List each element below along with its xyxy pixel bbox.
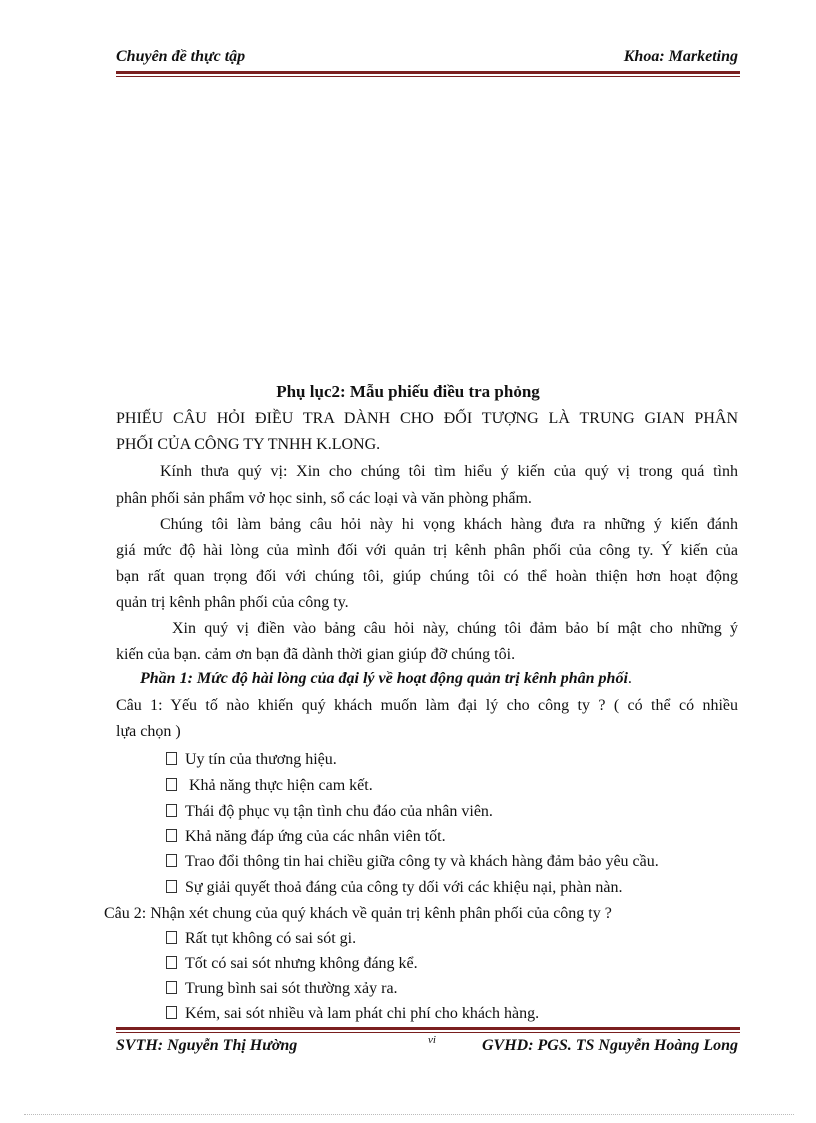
checkbox-icon[interactable] — [166, 854, 177, 867]
q2-option-label: Tốt có sai sót nhưng không đáng kể. — [185, 955, 418, 972]
q2-option[interactable] — [166, 1005, 539, 1023]
q1-option-label: Uy tín của thương hiệu. — [185, 751, 337, 768]
q1-option-label: Thái độ phục vụ tận tình chu đáo của nhân viên. — [185, 803, 493, 820]
page-number: vi — [428, 1034, 436, 1046]
q2-option-label: Trung bình sai sót thường xảy ra. — [185, 980, 398, 997]
paragraph-2-line3: bạn rất quan trọng đối với chúng tôi, giúp chúng tôi có thể hoàn thiện hơn hoạt động — [116, 568, 738, 585]
section-1-heading-end: . — [627, 670, 632, 687]
q1-option-label: Sự giải quyết thoả đáng của công ty dối với các khiệu nại, phàn nàn. — [185, 879, 623, 896]
checkbox-icon[interactable] — [166, 956, 177, 969]
checkbox-icon[interactable] — [166, 981, 177, 994]
paragraph-3-line2: kiến của bạn. cảm ơn bạn đã dành thời gian giúp đỡ chúng tôi. — [116, 646, 516, 663]
survey-heading-line1: PHIẾU CÂU HỎI ĐIỀU TRA DÀNH CHO ĐỐI TƯỢNG LÀ TRUNG GIAN PHÂN — [116, 410, 738, 427]
question-2-line1: Câu 2: Nhận xét chung của quý khách về quản trị kênh phân phối của công ty ? — [104, 905, 612, 922]
header-left: Chuyên đề thực tập — [116, 48, 246, 65]
q2-option[interactable] — [166, 930, 356, 948]
section-1-heading-text: Phần 1: Mức độ hài lòng của đại lý về hoạt động quản trị kênh phân phối — [140, 670, 628, 687]
page-edge-divider — [24, 1114, 794, 1115]
footer-rule-thick — [116, 1027, 740, 1030]
header-rule-thick — [116, 71, 740, 74]
checkbox-icon[interactable] — [166, 804, 177, 817]
paragraph-1-line1: Kính thưa quý vị: Xin cho chúng tôi tìm hiểu ý kiến của quý vị trong quá tình — [160, 463, 738, 480]
q1-option[interactable] — [166, 828, 446, 846]
q1-option[interactable] — [166, 777, 373, 795]
footer-left: SVTH: Nguyễn Thị Hường — [116, 1037, 298, 1054]
paragraph-1-line2: phân phối sản phẩm vở học sinh, sổ các loại và văn phòng phẩm. — [116, 490, 532, 507]
page-header — [116, 48, 738, 70]
header-right: Khoa: Marketing — [623, 48, 738, 65]
paragraph-2-line2: giá mức độ hài lòng của mình đối với quản trị kênh phân phối của công ty. Ý kiến của — [116, 542, 738, 559]
footer-right: GVHD: PGS. TS Nguyễn Hoàng Long — [481, 1037, 738, 1054]
q2-option-label: Rất tụt không có sai sót gi. — [185, 930, 357, 947]
checkbox-icon[interactable] — [166, 931, 177, 944]
q2-option-label: Kém, sai sót nhiều và lam phát chi phí cho khách hàng. — [185, 1005, 540, 1022]
section-1-heading — [140, 670, 632, 688]
q2-option[interactable] — [166, 980, 398, 998]
q1-option-label: Khả năng đáp ứng của các nhân viên tốt. — [185, 828, 446, 845]
q1-option[interactable] — [166, 879, 622, 897]
question-1-line1: Câu 1: Yếu tố nào khiến quý khách muốn làm đại lý cho công ty ? ( có thể có nhiều — [116, 697, 738, 714]
q2-option[interactable] — [166, 955, 418, 973]
q1-option[interactable] — [166, 803, 493, 821]
checkbox-icon[interactable] — [166, 1006, 177, 1019]
question-1-line2: lựa chọn ) — [116, 723, 181, 740]
q1-option[interactable] — [166, 853, 659, 871]
checkbox-icon[interactable] — [166, 752, 177, 765]
checkbox-icon[interactable] — [166, 829, 177, 842]
q1-option-label: Trao đổi thông tin hai chiều giữa công ty và khách hàng đảm bảo yêu cầu. — [185, 853, 659, 870]
q1-option[interactable] — [166, 751, 337, 769]
paragraph-2-line1: Chúng tôi làm bảng câu hỏi này hi vọng khách hàng đưa ra những ý kiến đánh — [160, 516, 738, 533]
page-footer — [116, 1037, 738, 1059]
page-title: Phụ lục2: Mẫu phiếu điều tra phỏng — [276, 382, 540, 401]
survey-heading-line2: PHỐI CỦA CÔNG TY TNHH K.LONG. — [116, 436, 381, 453]
checkbox-icon[interactable] — [166, 880, 177, 893]
q1-option-label: Khả năng thực hiện cam kết. — [185, 777, 373, 794]
header-rule-thin — [116, 76, 740, 77]
paragraph-2-line4: quản trị kênh phân phối của công ty. — [116, 594, 349, 611]
paragraph-3-line1: Xin quý vị điền vào bảng câu hỏi này, chúng tôi đảm bảo bí mật cho những ý — [172, 620, 738, 637]
checkbox-icon[interactable] — [166, 778, 177, 791]
footer-rule-thin — [116, 1032, 740, 1033]
